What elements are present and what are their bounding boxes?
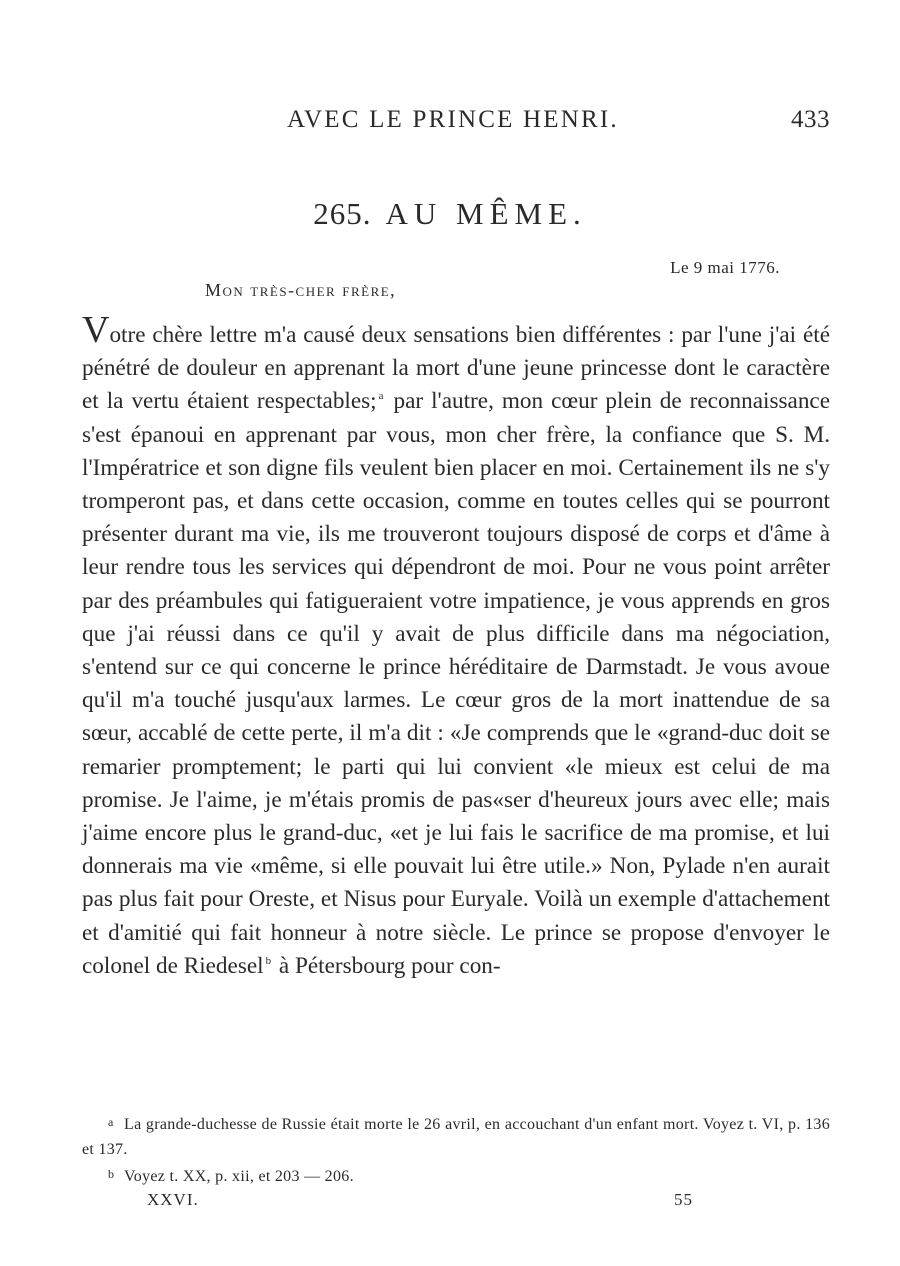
letter-number: 265. — [313, 196, 372, 231]
letter-heading — [0, 196, 900, 232]
running-title: AVEC LE PRINCE HENRI. — [287, 106, 619, 133]
letter-body — [82, 309, 830, 983]
signature-mark: XXVI. — [147, 1190, 199, 1209]
footnote-ref-b[interactable]: b — [265, 954, 272, 967]
footnote-text-b: Voyez t. XX, p. xii, et 203 — 206. — [124, 1168, 354, 1185]
footnote-mark-a: a — [108, 1115, 114, 1129]
footnote-ref-a[interactable]: a — [378, 390, 384, 403]
footnote-text-a: La grande-duchesse de Russie était morte le 26 avril, en accouchant d'un enfant mort. Voyez t. VI, p. 136 et 137. — [82, 1116, 830, 1158]
footnote-a — [82, 1110, 830, 1162]
running-head — [0, 106, 900, 136]
sheet-number: 55 — [674, 1190, 693, 1209]
footnote-mark-b: b — [108, 1167, 115, 1181]
body-text-part-3: à Pétersbourg pour con- — [273, 952, 501, 979]
body-text-part-2: par l'autre, mon cœur plein de reconnaissance s'est épanoui en apprenant par vous, mon cher frère, la confiance que S. M. l'Impératrice et son digne fils veulent bien placer en moi. Certainement ils ne s'y tromperont pas, et dans cette occasion, comme en toutes celles qui se pourront présenter durant ma vie, ils me trouveront toujours disposé de corps et d'âme à leur rendre tous les services qui dépendront de moi. Pour ne vous point arrêter par des préambules qui fatigueraient votre impatience, je vous apprends en gros que j'ai réussi dans ce qu'il y avait de plus difficile dans ma négociation, s'entend sur ce qui concerne le prince héréditaire de Darmstadt. Je vous avoue qu'il m'a touché jusqu'aux larmes. Le cœur gros de la mort inattendue de sa sœur, accablé de cette perte, il m'a dit : «Je comprends que le «grand-duc doit se remarier promptement; le parti qui lui convient «le mieux est celui de ma promise. Je l'aime, je m'étais promis de pas«ser d'heureux jours avec elle; mais j'aime encore plus le grand-duc, «et je lui fais le sacrifice de ma promise, et lui donnerais ma vie «même, si elle pouvait lui être utile.» Non, Pylade n'en aurait pas plus fait pour Oreste, et Nisus pour Euryale. Voilà un exemple d'attachement et d'amitié qui fait honneur à notre siècle. Le prince se propose d'envoyer le colonel de Riedesel — [82, 388, 830, 979]
footnote-b — [82, 1162, 830, 1189]
drop-cap: V — [82, 309, 110, 351]
letter-title: AU MÊME. — [385, 196, 587, 231]
page-number: 433 — [791, 106, 830, 133]
letter-date: Le 9 mai 1776. — [670, 258, 780, 277]
body-text-part-1: otre chère lettre m'a causé deux sensations bien différentes : par l'une j'ai été pénétré de douleur en apprenant la mort d'une jeune princesse dont le caractère et la vertu étaient respectables; — [82, 322, 830, 415]
salutation: Mon très-cher frère, — [205, 280, 397, 300]
footnotes — [82, 1110, 830, 1189]
